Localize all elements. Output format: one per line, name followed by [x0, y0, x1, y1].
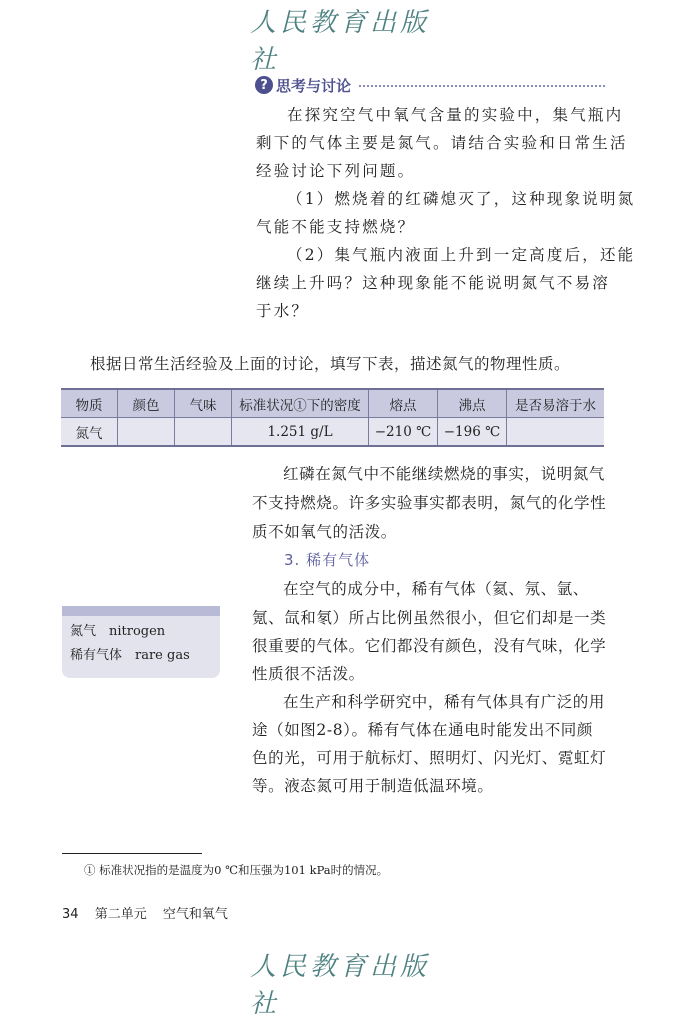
discussion-title: 思考与讨论 — [276, 76, 352, 95]
vocab-item: 氮气 nitrogen — [70, 624, 166, 639]
table-header: 气味 — [175, 389, 232, 418]
page-number: 34 — [62, 907, 79, 922]
discussion-line: 在探究空气中氧气含量的实验中，集气瓶内 — [287, 106, 624, 124]
table-cell[interactable] — [507, 418, 605, 447]
table-cell: 1.251 g/L — [232, 418, 369, 447]
table-header: 标准状况①下的密度 — [232, 389, 369, 418]
unit-title: 第二单元 — [94, 907, 147, 922]
footnote-divider — [62, 853, 202, 854]
discussion-line: 经验讨论下列问题。 — [256, 162, 416, 180]
table-header: 颜色 — [118, 389, 175, 418]
table-header: 沸点 — [438, 389, 507, 418]
discussion-line: 剩下的气体主要是氮气。请结合实验和日常生活 — [256, 134, 628, 152]
question-icon: ? — [255, 76, 273, 94]
discussion-line: （1）燃烧着的红磷熄灭了，这种现象说明氮 — [287, 190, 636, 208]
discussion-line: 于水？ — [256, 302, 310, 320]
body-line: 红磷在氮气中不能继续燃烧的事实，说明氮气 — [283, 465, 606, 483]
vocab-item: 稀有气体 rare gas — [70, 648, 190, 663]
body-line: 很重要的气体。它们都没有颜色，没有气味，化学 — [252, 637, 607, 655]
discussion-line: 继续上升吗？这种现象能不能说明氮气不易溶 — [256, 274, 611, 292]
discussion-line: （2）集气瓶内液面上升到一定高度后，还能 — [287, 246, 636, 264]
footnote: ① 标准状况指的是温度为0 ℃和压强为101 kPa时的情况。 — [84, 863, 389, 877]
table-header: 是否易溶于水 — [507, 389, 605, 418]
publisher-logo-top: 人民教育出版社 — [250, 8, 431, 75]
table-cell: −196 ℃ — [438, 418, 507, 447]
chapter-title: 空气和氧气 — [162, 907, 228, 922]
dotted-divider — [359, 85, 605, 87]
nitrogen-properties-table — [61, 388, 604, 447]
body-line: 质不如氧气的活泼。 — [252, 523, 397, 541]
table-cell[interactable] — [175, 418, 232, 447]
page-footer — [62, 903, 240, 922]
section-heading: 3. 稀有气体 — [284, 551, 371, 569]
discussion-line: 气能不能支持燃烧？ — [256, 218, 416, 236]
table-header: 物质 — [61, 389, 118, 418]
body-line: 性质很不活泼。 — [252, 665, 365, 683]
body-line: 不支持燃烧。许多实验事实都表明，氮气的化学性 — [252, 494, 607, 512]
body-line: 在空气的成分中，稀有气体（氦、氖、氩、 — [283, 580, 589, 598]
vocabulary-box — [62, 606, 220, 678]
body-line: 途（如图2-8）。稀有气体在通电时能发出不同颜 — [252, 721, 594, 739]
table-header-row — [61, 389, 604, 418]
table-cell[interactable] — [118, 418, 175, 447]
discussion-header — [255, 72, 605, 98]
table-cell: −210 ℃ — [369, 418, 438, 447]
intro-text: 根据日常生活经验及上面的讨论，填写下表，描述氮气的物理性质。 — [90, 355, 571, 373]
body-line: 氪、氙和氡）所占比例虽然很小，但它们却是一类 — [252, 609, 607, 627]
body-line: 等。液态氮可用于制造低温环境。 — [252, 777, 494, 795]
table-row — [61, 418, 604, 447]
body-line: 色的光，可用于航标灯、照明灯、闪光灯、霓虹灯 — [252, 749, 607, 767]
table-cell: 氮气 — [61, 418, 118, 447]
publisher-logo-bottom: 人民教育出版社 — [250, 952, 431, 1019]
vocab-box-bar — [62, 606, 220, 616]
table-header: 熔点 — [369, 389, 438, 418]
body-line: 在生产和科学研究中，稀有气体具有广泛的用 — [283, 693, 606, 711]
